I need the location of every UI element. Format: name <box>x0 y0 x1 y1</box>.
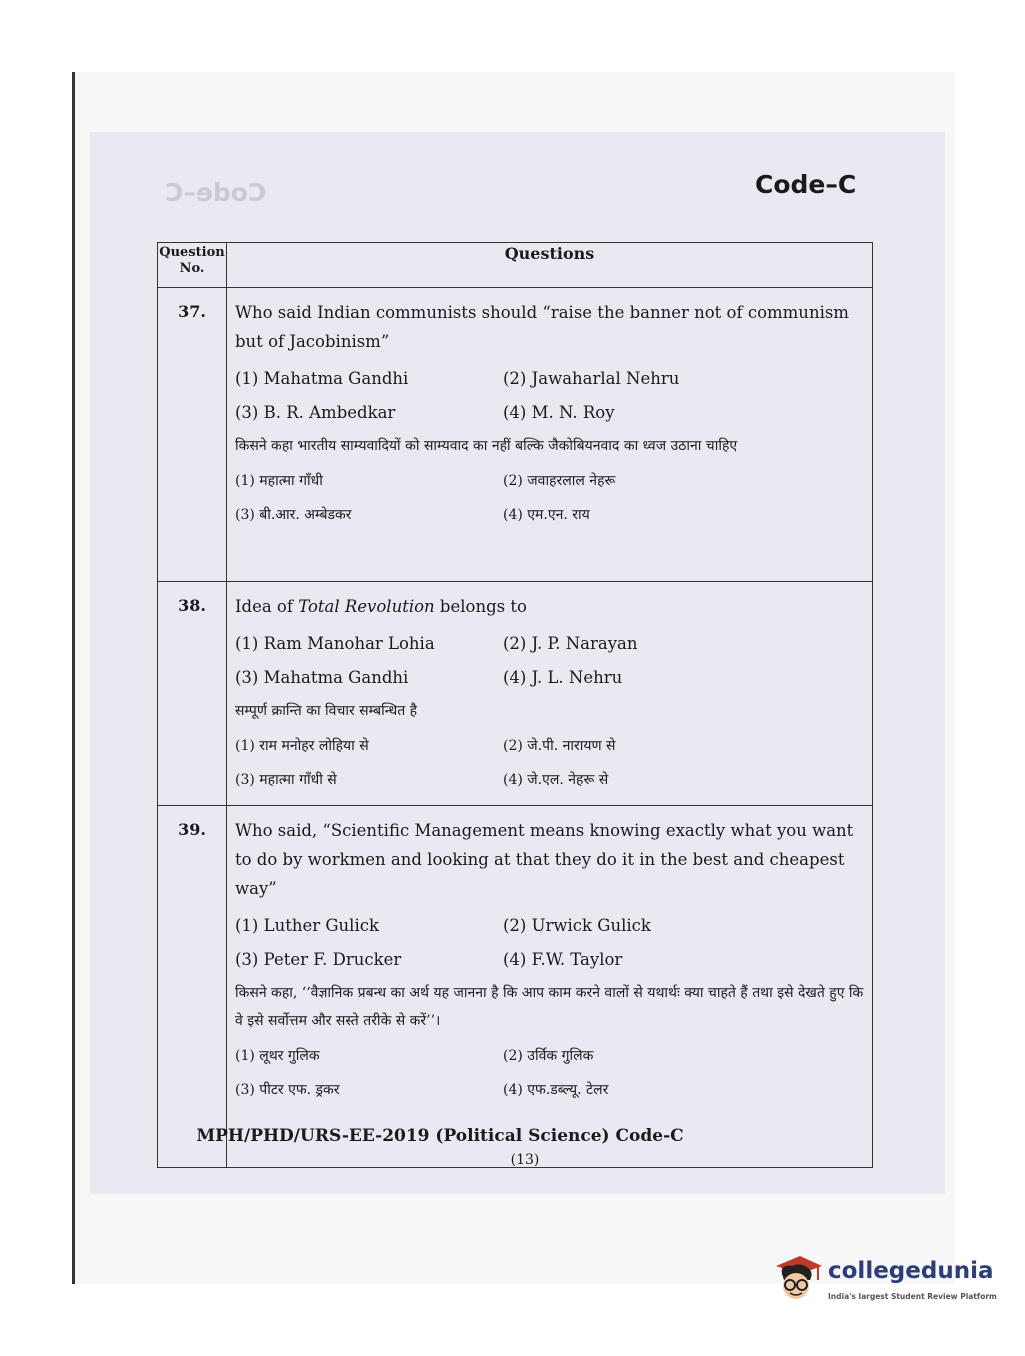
option-4: (4) J. L. Nehru <box>503 668 623 687</box>
question-body <box>227 288 873 582</box>
option-2: (2) J. P. Narayan <box>503 634 638 653</box>
option-4: (4) F.W. Taylor <box>503 950 623 969</box>
option-3: (3) B. R. Ambedkar <box>235 403 396 422</box>
option-1-hi: (1) लूथर गुलिक <box>235 1048 320 1064</box>
question-number-header: Question No. <box>158 243 227 288</box>
option-3-hi: (3) महात्मा गाँधी से <box>235 772 337 788</box>
exam-footer: MPH/PHD/URS-EE-2019 (Political Science) Code-C <box>196 1126 684 1146</box>
option-4: (4) M. N. Roy <box>503 403 615 422</box>
option-3: (3) Peter F. Drucker <box>235 950 402 969</box>
question-text-hi: सम्पूर्ण क्रान्ति का विचार सम्बन्धित है <box>235 703 418 719</box>
question-text-en: Idea of Total Revolution belongs to <box>235 597 527 616</box>
questions-header: Questions <box>227 243 873 288</box>
option-2: (2) Jawaharlal Nehru <box>503 369 680 388</box>
option-4-hi: (4) एफ.डब्ल्यू. टेलर <box>503 1082 609 1098</box>
brand-name: collegedunia <box>828 1258 994 1284</box>
options-en <box>235 909 870 977</box>
option-3-hi: (3) बी.आर. अम्बेडकर <box>235 507 352 523</box>
mascot-logo-icon <box>770 1252 824 1312</box>
question-number: 37. <box>158 288 227 582</box>
option-2-hi: (2) जे.पी. नारायण से <box>503 738 616 754</box>
brand-tagline: India's largest Student Review Platform <box>828 1292 997 1301</box>
option-4-hi: (4) एम.एन. राय <box>503 507 590 523</box>
question-text-hi: किसने कहा भारतीय साम्यवादियों को साम्यवाद का नहीं बल्कि जैकोबियनवाद का ध्वज उठाना चाहिए <box>235 438 738 454</box>
question-row-39 <box>158 806 873 1168</box>
option-1: (1) Luther Gulick <box>235 916 379 935</box>
option-2-hi: (2) उर्विक गुलिक <box>503 1048 594 1064</box>
options-en <box>235 627 870 695</box>
mirror-code-label: Code–C <box>165 178 267 207</box>
option-1-hi: (1) राम मनोहर लोहिया से <box>235 738 369 754</box>
question-row-38 <box>158 582 873 806</box>
italic-term: Total Revolution <box>298 597 435 616</box>
collegedunia-watermark[interactable] <box>770 1252 1000 1322</box>
option-1-hi: (1) महात्मा गाँधी <box>235 473 323 489</box>
question-body <box>227 806 873 1168</box>
paper-code: Code–C <box>755 170 857 199</box>
option-3: (3) Mahatma Gandhi <box>235 668 409 687</box>
option-1: (1) Ram Manohar Lohia <box>235 634 435 653</box>
question-text-en: Who said Indian communists should “raise the banner not of communism but of Jacobinism” <box>235 303 849 351</box>
page-number: (13) <box>510 1152 540 1168</box>
option-1: (1) Mahatma Gandhi <box>235 369 409 388</box>
question-text-hi: किसने कहा, ‘‘वैज्ञानिक प्रबन्ध का अर्थ यह जानना है कि आप काम करने वालों से यथार्थः क्या चाहते हैं तथा इसे देखते हुए कि वे इसे सर्वोत्तम और सस्ते तरीके से करें’’। <box>235 985 864 1029</box>
question-body <box>227 582 873 806</box>
table-header-row <box>158 243 873 288</box>
option-2-hi: (2) जवाहरलाल नेहरू <box>503 473 616 489</box>
question-number: 39. <box>158 806 227 1168</box>
question-text-en: Who said, “Scientific Management means knowing exactly what you want to do by workmen and looking at that they do it in the best and cheapest way” <box>235 821 854 898</box>
questions-table <box>157 242 873 1168</box>
question-number: 38. <box>158 582 227 806</box>
options-en <box>235 362 870 430</box>
option-3-hi: (3) पीटर एफ. ड्रकर <box>235 1082 340 1098</box>
question-row-37 <box>158 288 873 582</box>
options-hi <box>235 464 870 532</box>
options-hi <box>235 1039 870 1107</box>
option-2: (2) Urwick Gulick <box>503 916 651 935</box>
option-4-hi: (4) जे.एल. नेहरू से <box>503 772 609 788</box>
options-hi <box>235 729 870 797</box>
